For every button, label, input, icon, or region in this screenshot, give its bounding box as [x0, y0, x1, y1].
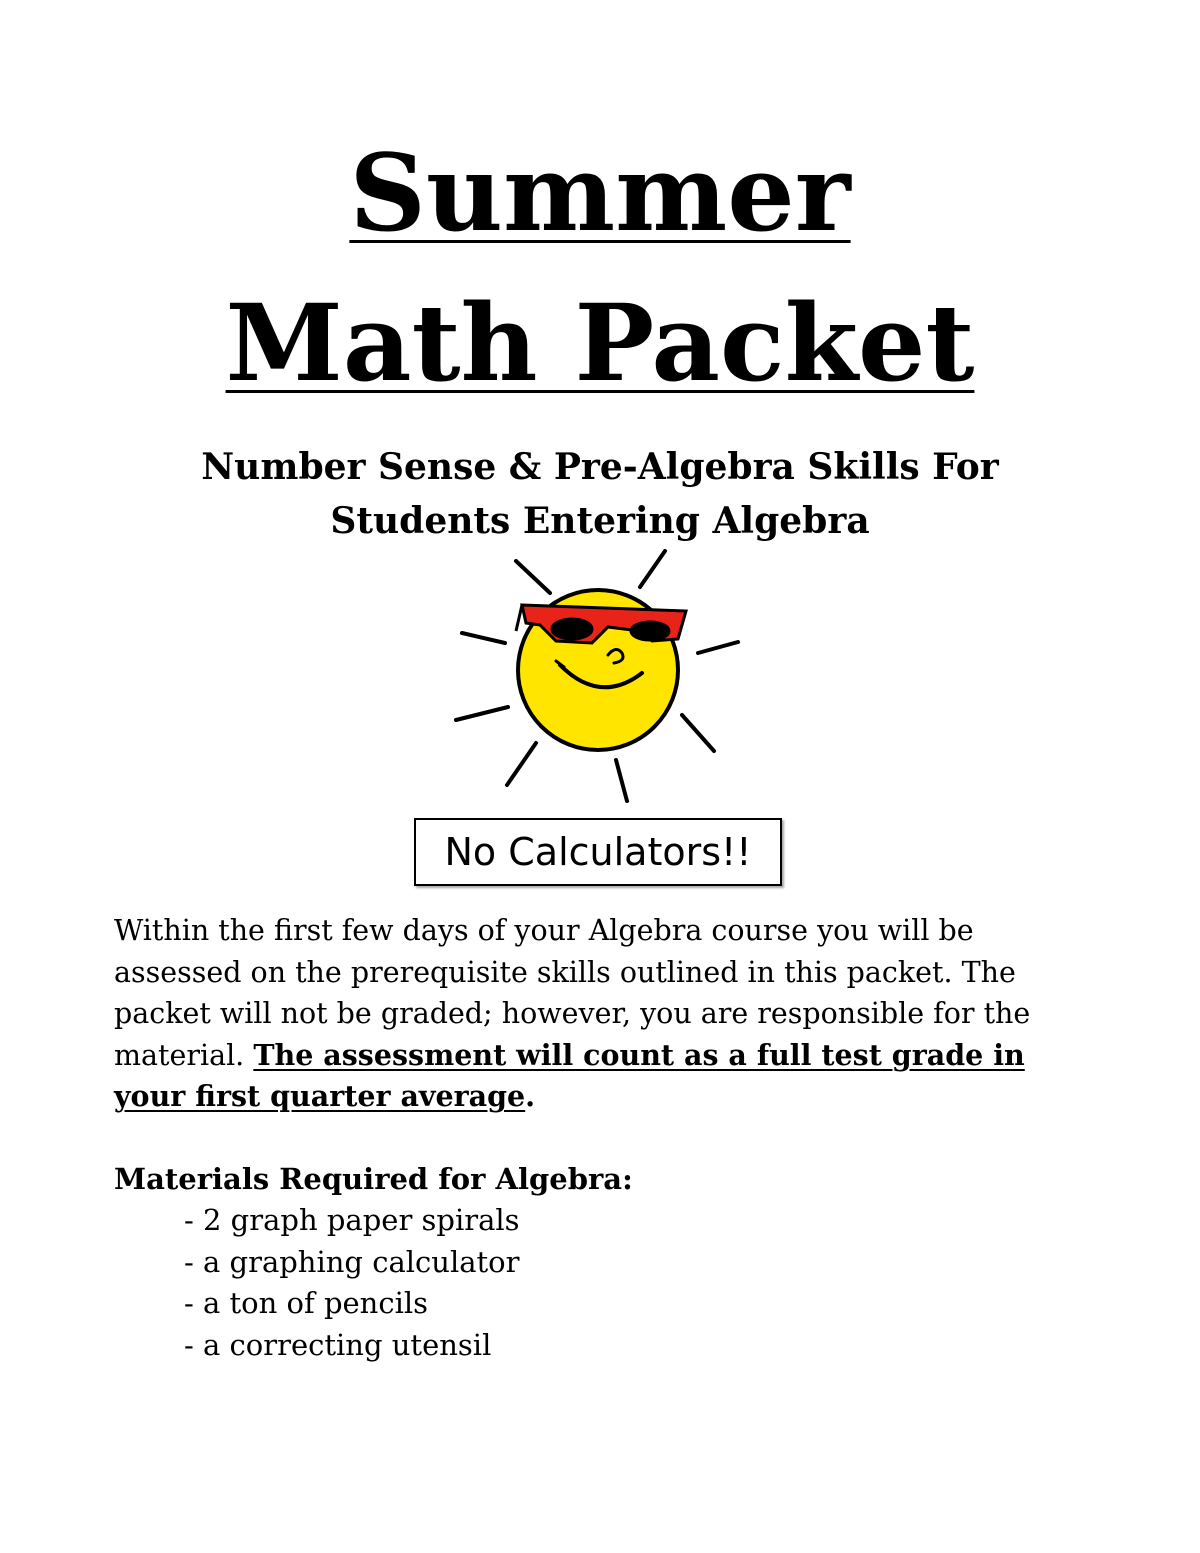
instructions-paragraph: [114, 910, 1094, 1118]
list-item: - 2 graph paper spirals: [184, 1203, 520, 1237]
materials-heading: Materials Required for Algebra:: [114, 1162, 633, 1196]
sun-with-sunglasses-icon: [440, 545, 760, 810]
list-item: - a ton of pencils: [184, 1286, 429, 1320]
subtitle-line-2: Students Entering Algebra: [330, 500, 870, 542]
subtitle-line-1: Number Sense & Pre-Algebra Skills For: [201, 446, 999, 488]
instructions-text: Within the first few days of your Algebra course you will be assessed on the prerequisite skills outlined in this packet. The packet will not be graded; however, you are responsible for the material.: [114, 914, 1031, 1072]
title-math-packet: Math Packet: [225, 280, 975, 405]
list-item: - a graphing calculator: [184, 1244, 520, 1279]
list-item: - a correcting utensil: [184, 1327, 492, 1362]
title-summer: Summer: [349, 130, 851, 255]
materials-list: [184, 1200, 520, 1366]
subtitle: [0, 440, 1200, 548]
instructions-end: .: [525, 1079, 536, 1113]
assessment-emphasis: The assessment will count as a full test grade in your first quarter average: [114, 1037, 1025, 1113]
no-calculators-notice: No Calculators!!: [414, 818, 782, 886]
